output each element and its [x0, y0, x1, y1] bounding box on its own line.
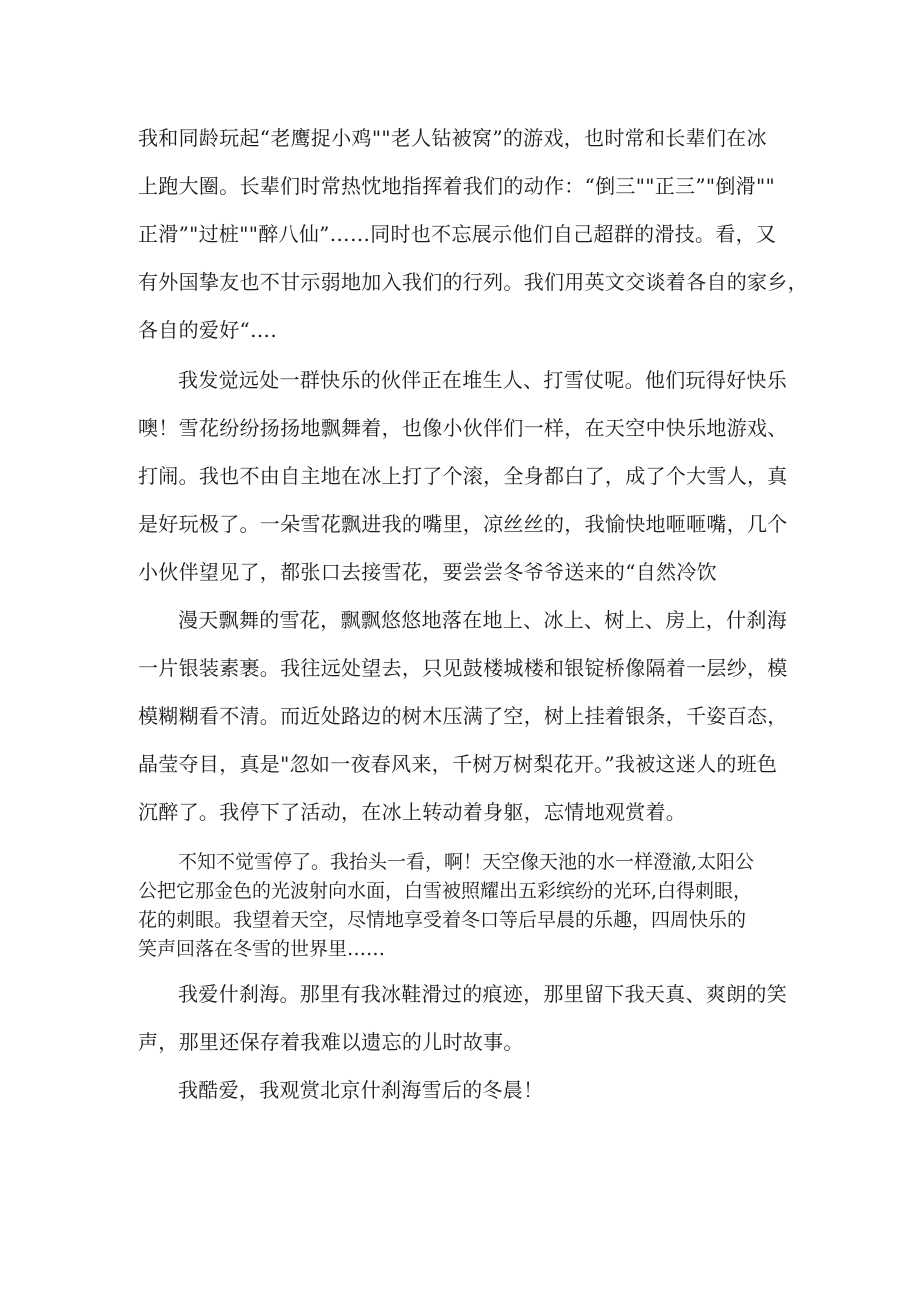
paragraph-4-line-4: 笑声回落在冬雪的世界里……	[138, 938, 386, 960]
paragraph-5-line-2: 声，那里还保存着我难以遗忘的儿时故事。	[138, 1030, 524, 1054]
paragraph-2-line-2: 噢！雪花纷纷扬扬地飘舞着，也像小伙伴们一样，在天空中快乐地游戏、	[138, 416, 788, 440]
paragraph-3-line-2: 一片银装素裹。我往远处望去，只见鼓楼城楼和银锭桥像隔着一层纱，模	[138, 656, 788, 680]
paragraph-4-line-2: 公把它那金色的光波射向水面，白雪被照耀出五彩缤纷的光环,白得刺眼，	[138, 880, 753, 902]
paragraph-4-line-1: 不知不觉雪停了。我抬头一看，啊！天空像天池的水一样澄澈,太阳公	[178, 851, 755, 873]
paragraph-3-line-3: 模糊糊看不清。而近处路边的树木压满了空，树上挂着银条，千姿百态，	[138, 704, 788, 728]
paragraph-1-line-2: 上跑大圈。长辈们时常热忱地指挥着我们的动作：“倒三""正三”"倒滑""	[138, 174, 775, 198]
paragraph-1-line-3: 正滑”"过桩""醉八仙”……同时也不忘展示他们自己超群的滑技。看，又	[138, 222, 777, 246]
paragraph-3-line-1: 漫天飘舞的雪花，飘飘悠悠地落在地上、冰上、树上、房上，什刹海	[178, 608, 787, 632]
paragraph-2-line-1: 我发觉远处一群快乐的伙伴正在堆生人、打雪仗呢。他们玩得好快乐	[178, 368, 787, 392]
paragraph-5-line-1: 我爱什刹海。那里有我冰鞋滑过的痕迹，那里留下我天真、爽朗的笑	[178, 982, 787, 1006]
paragraph-2-line-5: 小伙伴望见了，都张口去接雪花，要尝尝冬爷爷送来的“自然冷饮	[138, 560, 717, 584]
paragraph-4-line-3: 花的刺眼。我望着天空，尽情地享受着冬口等后早晨的乐趣，四周快乐的	[138, 909, 747, 931]
paragraph-3-line-5: 沉醉了。我停下了活动，在冰上转动着身躯，忘情地观赏着。	[138, 800, 687, 824]
paragraph-1-line-4: 有外国挚友也不甘示弱地加入我们的行列。我们用英文交谈着各自的家乡，	[138, 270, 808, 294]
paragraph-2-line-4: 是好玩极了。一朵雪花飘进我的嘴里，凉丝丝的，我愉快地咂咂嘴，几个	[138, 512, 788, 536]
paragraph-3-line-4: 晶莹夺目，真是"忽如一夜春风来，千树万树梨花开。”我被这迷人的班色	[138, 752, 778, 776]
paragraph-1-line-5: 各自的爱好“….	[138, 318, 277, 342]
paragraph-6-line-1: 我酷爱，我观赏北京什刹海雪后的冬晨！	[178, 1078, 544, 1102]
paragraph-1-line-1: 我和同龄玩起“老鹰捉小鸡""老人钻被窝”的游戏，也时常和长辈们在冰	[138, 126, 767, 150]
paragraph-2-line-3: 打闹。我也不由自主地在冰上打了个滚，全身都白了，成了个大雪人，真	[138, 464, 788, 488]
